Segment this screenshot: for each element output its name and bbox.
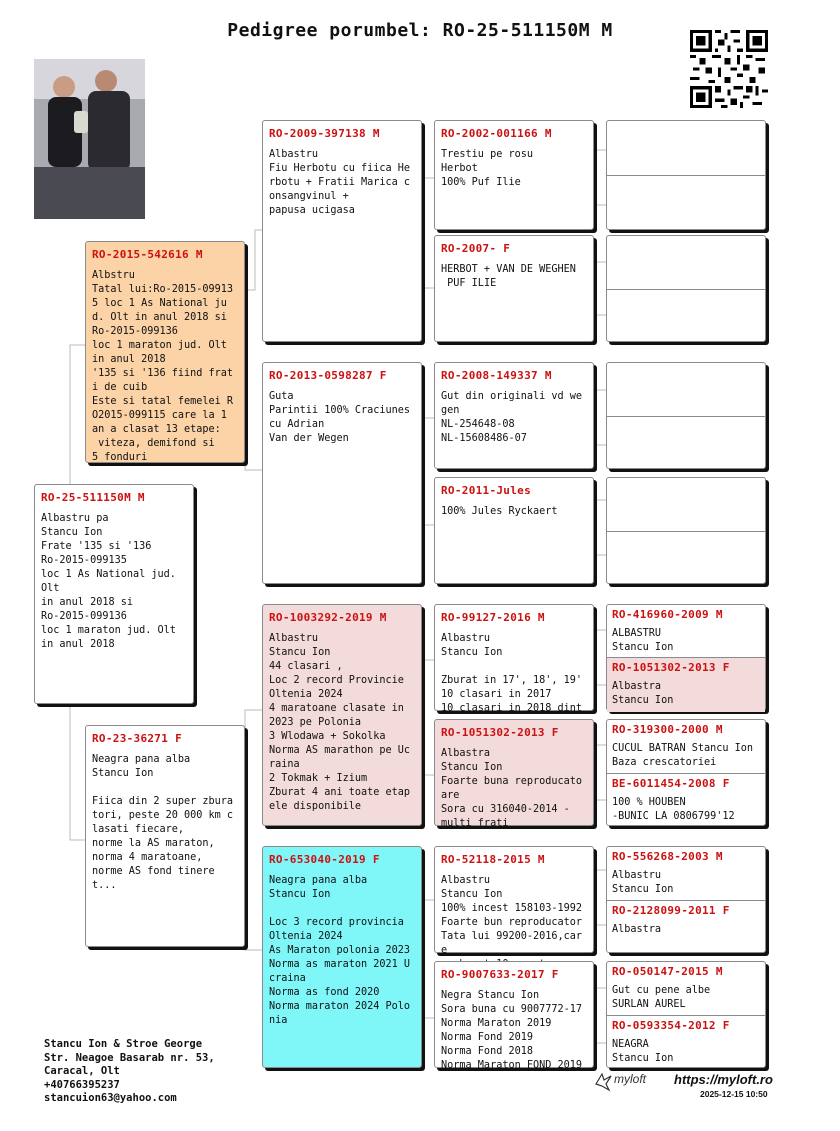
pigeon-card-g5-pair-2[interactable] [606, 719, 766, 826]
ring-number: RO-23-36271 F [92, 732, 182, 745]
pigeon-description: NEAGRA Stancu Ion [612, 1039, 674, 1064]
ring-number: RO-653040-2019 F [269, 853, 380, 866]
empty-slot[interactable] [607, 175, 765, 231]
pigeon-description: Albastru Stancu Ion [612, 870, 674, 895]
pigeon-card-sds[interactable] [434, 362, 594, 469]
pigeon-description: Neagra pana alba Stancu Ion Fiica din 2 super zburatori, peste 20 000 km clasati fiecare, norme la AS maraton, norma 4 maratoane, norme AS fond tineret... [92, 754, 234, 891]
ring-number: RO-1051302-2013 F [612, 661, 730, 674]
pigeon-card-g5-empty-2[interactable] [606, 235, 766, 342]
page-title: Pedigree porumbel: RO-25-511150M M [227, 20, 613, 41]
pigeon-entry[interactable] [607, 773, 765, 827]
pigeon-description: Albstru Tatal lui:Ro-2015-099135 loc 1 As National jud. Olt in anul 2018 si Ro-2015-099136 loc 1 maraton jud. Olt in anul 2018 '135 si '136 fiind frati de cuib Este si tatal femelei RO2015-099115 care la 1 an a clasat 13 etape: viteza, demifond si 5 fonduri [92, 270, 234, 463]
ring-number: RO-2007- F [441, 242, 511, 255]
pigeon-description: Albastra Stancu Ion Foarte buna reproducatoare Sora cu 316040-2014 - multi frati [441, 748, 583, 829]
pigeon-card-g5-empty-1[interactable] [606, 120, 766, 230]
empty-slot[interactable] [607, 531, 765, 585]
ring-number: RO-25-511150M M [41, 491, 145, 504]
pigeon-description: 100 % HOUBEN -BUNIC LA 0806799'12 [612, 797, 735, 822]
ring-number: RO-319300-2000 M [612, 723, 723, 736]
pigeon-card-dam[interactable] [85, 725, 245, 947]
website-link[interactable]: https://myloft.ro [674, 1072, 773, 1087]
pigeon-description: Guta Parintii 100% Craciunescu Adrian Van der Wegen [269, 391, 411, 444]
ring-number: RO-2013-0598287 F [269, 369, 387, 382]
ring-number: RO-99127-2016 M [441, 611, 545, 624]
empty-slot[interactable] [607, 478, 765, 531]
pigeon-entry[interactable] [607, 605, 765, 657]
pigeon-card-g5-pair-3[interactable] [606, 846, 766, 953]
pigeon-card-dsd[interactable] [434, 719, 594, 829]
owner-email[interactable]: stancuion63@yahoo.com [44, 1092, 177, 1104]
pigeon-card-g5-empty-3[interactable] [606, 362, 766, 469]
pigeon-description: Gut cu pene albe SURLAN AUREL [612, 985, 711, 1010]
pigeon-description: Albastru Fiu Herbotu cu fiica Herbotu + Fratii Marica consangvinul + papusa ucigasa [269, 149, 411, 216]
pigeon-description: Albastru pa Stancu Ion Frate '135 si '136 Ro-2015-099135 loc 1 As National jud. Olt in anul 2018 si Ro-2015-099136 loc 1 maraton jud. Olt in anul 2018 [41, 513, 176, 650]
pigeon-description: Albastru Stancu Ion 44 clasari , Loc 2 record Provincie Oltenia 2024 4 maratoane clasate in 2023 pe Polonia 3 Wlodawa + Sokolka Norma AS marathon pe Ucraina 2 Tokmak + Izium Zburat 4 ani toate etapele disponibile [269, 633, 411, 812]
pigeon-description: Negra Stancu Ion Sora buna cu 9007772-17 Norma Maraton 2019 Norma Fond 2019 Norma Fond 2018 Norma Maraton FOND 2019 [441, 990, 583, 1071]
pigeon-description: Trestiu pe rosu Herbot 100% Puf Ilie [441, 149, 534, 188]
pigeon-description: Albastra Stancu Ion [612, 681, 674, 706]
pigeon-entry[interactable] [607, 1015, 765, 1069]
pigeon-logo-icon [594, 1070, 614, 1092]
pigeon-description: 100% Jules Ryckaert [441, 506, 558, 517]
pigeon-card-ddd[interactable] [434, 961, 594, 1071]
owner-name: Stancu Ion & Stroe George [44, 1038, 203, 1050]
pigeon-entry[interactable] [607, 900, 765, 954]
pigeon-card-sdd[interactable] [434, 477, 594, 584]
empty-slot[interactable] [607, 121, 765, 175]
pigeon-card-subject[interactable] [34, 484, 194, 704]
pigeon-card-dss[interactable] [434, 604, 594, 714]
pigeon-entry[interactable] [607, 962, 765, 1015]
owner-phone: +40766395237 [44, 1078, 120, 1091]
pigeon-description: ALBASTRU Stancu Ion [612, 628, 674, 653]
ring-number: RO-1051302-2013 F [441, 726, 559, 739]
pigeon-card-g5-empty-4[interactable] [606, 477, 766, 584]
ring-number: RO-416960-2009 M [612, 608, 723, 621]
pigeon-description: Gut din originali vd wegen NL-254648-08 NL-15608486-07 [441, 391, 583, 444]
pigeon-card-dam-sire[interactable] [262, 604, 422, 826]
empty-slot[interactable] [607, 289, 765, 343]
pigeon-description: HERBOT + VAN DE WEGHEN PUF ILIE [441, 264, 576, 289]
pigeon-card-sire-dam[interactable] [262, 362, 422, 584]
ring-number: RO-2002-001166 M [441, 127, 552, 140]
owner-street: Str. Neagoe Basarab nr. 53, [44, 1051, 215, 1064]
ring-number: RO-1003292-2019 M [269, 611, 387, 624]
pigeon-description: CUCUL BATRAN Stancu Ion Baza crescatoriei [612, 743, 754, 768]
pigeon-card-ssd[interactable] [434, 235, 594, 342]
ring-number: RO-050147-2015 M [612, 965, 723, 978]
pigeon-card-sire[interactable] [85, 241, 245, 463]
pigeon-card-g5-pair-1[interactable] [606, 604, 766, 711]
ring-number: RO-2011-Jules [441, 484, 531, 497]
ring-number: BE-6011454-2008 F [612, 777, 730, 790]
empty-slot[interactable] [607, 363, 765, 416]
ring-number: RO-52118-2015 M [441, 853, 545, 866]
logo-text: myloft [614, 1072, 647, 1086]
ring-number: RO-2015-542616 M [92, 248, 203, 261]
pigeon-description: Albastru Stancu Ion Zburat in 17', 18', 19' 10 clasari in 2017 10 clasari in 2018 dint [441, 633, 583, 714]
ring-number: RO-9007633-2017 F [441, 968, 559, 981]
pigeon-entry[interactable] [607, 720, 765, 773]
pigeon-description: Albastra [612, 924, 662, 935]
pigeon-description: Albastru Stancu Ion 100% incest 158103-1992 Foarte bun reproducator Tata lui 99200-2016,care [441, 875, 583, 956]
ring-number: RO-2009-397138 M [269, 127, 380, 140]
pigeon-entry[interactable] [607, 657, 765, 712]
empty-slot[interactable] [607, 236, 765, 289]
empty-slot[interactable] [607, 416, 765, 470]
ring-number: RO-0593354-2012 F [612, 1019, 730, 1032]
ring-number: RO-2008-149337 M [441, 369, 552, 382]
print-date: 2025-12-15 10:50 [700, 1089, 768, 1099]
myloft-logo [594, 1070, 664, 1092]
owner-contact [44, 1038, 215, 1106]
pigeon-card-g5-pair-4[interactable] [606, 961, 766, 1068]
pigeon-card-dam-dam[interactable] [262, 846, 422, 1068]
pigeon-card-sss[interactable] [434, 120, 594, 230]
owner-city: Caracal, Olt [44, 1065, 120, 1077]
ring-number: RO-2128099-2011 F [612, 904, 730, 917]
pigeon-description: Neagra pana alba Stancu Ion Loc 3 record provincia Oltenia 2024 As Maraton polonia 2023 Norma as maraton 2021 Ucraina Norma as fond 2020 Norma maraton 2024 Polonia [269, 875, 411, 1026]
pigeon-card-sire-sire[interactable] [262, 120, 422, 342]
pigeon-entry[interactable] [607, 847, 765, 900]
pigeon-card-dds[interactable] [434, 846, 594, 956]
ring-number: RO-556268-2003 M [612, 850, 723, 863]
